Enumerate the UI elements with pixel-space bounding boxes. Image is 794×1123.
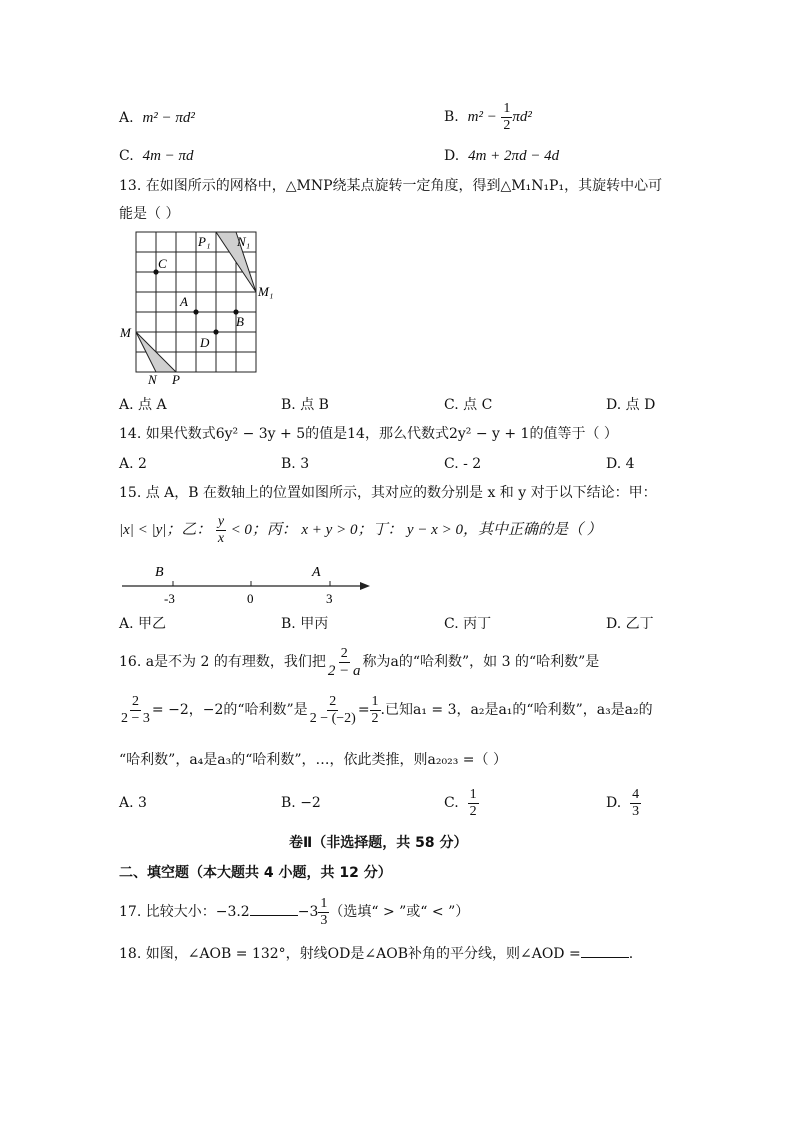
q12-option-c: C. 4m − πd [119,148,194,164]
label-b: B [236,314,244,329]
q16-line3: “哈利数”，a₄是a₃的“哈利数”，…，依此类推，则a₂₀₂₃ =（ ） [119,752,507,768]
q15-number-line [118,560,378,610]
q16-option-d: D. $\frac{4}{3}$ [606,786,640,819]
label-n1: N₁ [237,234,251,249]
label-m: M [120,325,131,340]
q16-line2: $\frac{2}{2 - 3}$ = −2，−2的“哈利数”是 $\frac{2}{2 - (-2)}$ = $\frac{1}{2}$ .已知a₁ = 3，a₂是a₁的“哈利数”，a₃是a₂的 [121,693,653,726]
q15-text-line2: |x| < |y|；乙： $\frac{y}{x}$ < 0；丙： x + y > 0；丁： y − x > 0，其中正确的是（ ） [119,513,602,546]
q12-option-a: A. m² − πd² [119,110,195,126]
q14-option-b: B. 3 [281,456,310,472]
tick-0: 0 [247,591,254,606]
q12-option-d: D. 4m + 2πd − 4d [444,148,560,164]
q17-answer-blank[interactable] [250,903,298,916]
q13-text-line2: 能是（ ） [119,206,180,222]
label-a: A [180,294,188,309]
q14-option-a: A. 2 [119,456,147,472]
q14-text: 14. 如果代数式6y² − 3y + 5的值是14，那么代数式2y² − y + 1的值等于（ ） [119,426,618,442]
q12-option-b: B. m² − $\frac{1}{2}$ πd² [444,100,532,133]
q16-option-c: C. $\frac{1}{2}$ [444,786,477,819]
part2-title: 卷Ⅱ（非选择题，共 58 分） [289,835,468,851]
q13-text-line1: 13. 在如图所示的网格中，△MNP绕某点旋转一定角度，得到△M₁N₁P₁，其旋转中心可 [119,178,663,194]
q13-option-a: A. 点 A [119,397,167,413]
q13-option-d: D. 点 D [606,397,656,413]
q16-option-b: B. −2 [281,795,321,811]
q17-text: 17. 比较大小：−3.2 −3 $\frac{1}{3}$ （选填“ > ”或“ < ”） [119,895,470,928]
q15-option-c: C. 丙丁 [444,616,492,632]
q18-text: 18. 如图，∠AOB = 132°，射线OD是∠AOB补角的平分线，则∠AOD = . [119,946,634,962]
label-m1: M₁ [258,284,274,299]
section2-title: 二、填空题（本大题共 4 小题，共 12 分） [119,865,392,881]
q14-option-c: C. - 2 [444,456,482,472]
q15-option-a: A. 甲乙 [119,616,167,632]
label-p1: P₁ [198,234,211,249]
tick-neg3: -3 [164,591,175,606]
q13-option-c: C. 点 C [444,397,493,413]
numberline-b: B [155,565,164,580]
label-c: C [158,256,167,271]
numberline-a: A [312,565,321,580]
label-p: P [172,372,180,387]
label-n: N [148,372,157,387]
q13-option-b: B. 点 B [281,397,329,413]
q15-option-b: B. 甲丙 [281,616,329,632]
q14-option-d: D. 4 [606,456,635,472]
q15-option-d: D. 乙丁 [606,616,654,632]
q13-grid-figure [118,228,288,388]
label-d: D [200,335,210,350]
q15-text-line1: 15. 点 A，B 在数轴上的位置如图所示，其对应的数分别是 x 和 y 对于以下结论：甲： [119,485,657,501]
q16-option-a: A. 3 [119,795,147,811]
tick-3: 3 [326,591,333,606]
q18-answer-blank[interactable] [581,945,629,958]
q16-line1: 16. a是不为 2 的有理数，我们把 $\frac{2}{2 - a}$ 称为a的“哈利数”，如 3 的“哈利数”是 [119,645,600,679]
